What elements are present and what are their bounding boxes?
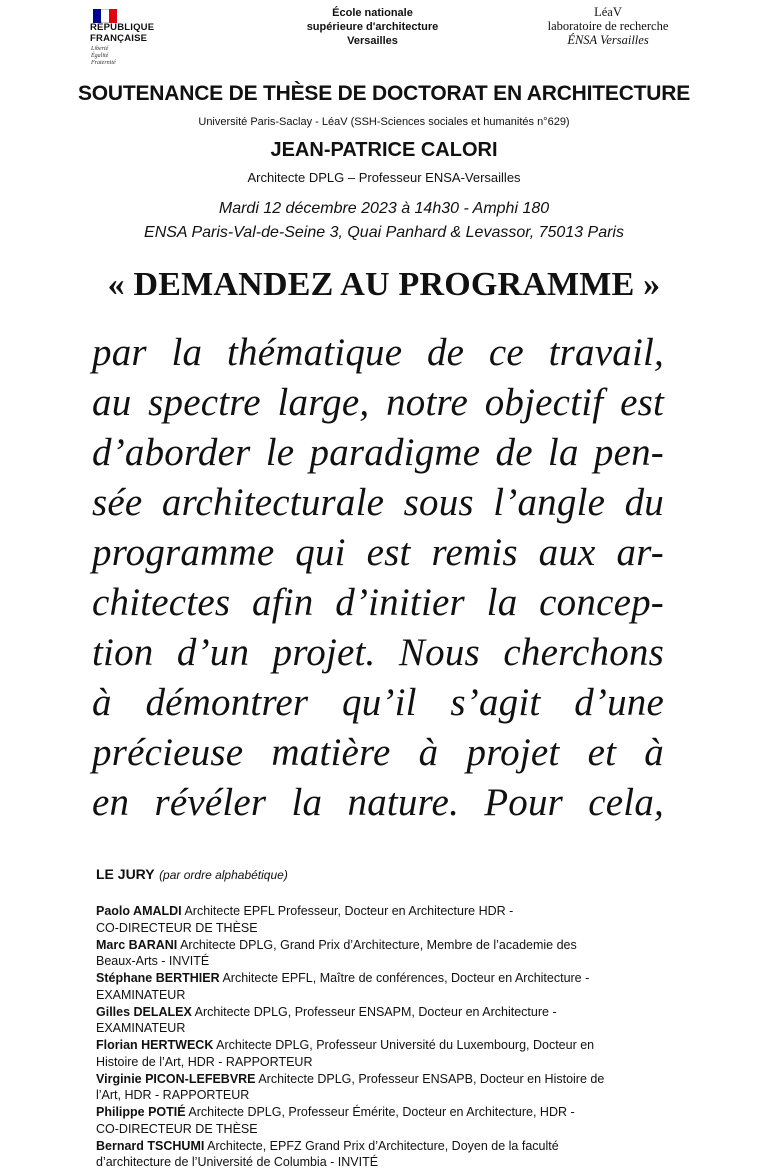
jury-member-name: Stéphane BERTHIER <box>96 971 220 985</box>
jury-member <box>96 1037 676 1071</box>
jury-member-desc2: d’architecture de l’Université de Columbia - INVITÉ <box>96 1155 379 1169</box>
candidate-role: Architecte DPLG – Professeur ENSA-Versailles <box>247 170 521 185</box>
jury-member-desc2: Beaux-Arts - INVITÉ <box>96 954 210 968</box>
jury-member-desc: Architecte, EPFZ Grand Prix d’Architecture, Doyen de la faculté <box>207 1138 559 1153</box>
jury-member <box>96 970 676 1004</box>
defense-date: Mardi 12 décembre 2023 à 14h30 - Amphi 180 <box>218 200 550 217</box>
thesis-title: « DEMANDEZ AU PROGRAMME » <box>107 266 661 303</box>
jury-member <box>96 1004 676 1038</box>
university-line: Université Paris-Saclay - LéaV (SSH-Sciences sociales et humanités n°629) <box>198 116 570 128</box>
jury-member-name: Philippe POTIÉ <box>96 1105 186 1119</box>
jury-member-name: Virginie PICON-LEFEBVRE <box>96 1071 256 1086</box>
leav-logo: LéaV laboratoire de recherche ÉNSA Versailles <box>547 5 669 47</box>
jury-member-desc2: l’Art, HDR - RAPPORTEUR <box>96 1088 250 1102</box>
jury-member <box>96 937 676 971</box>
abstract-line: d’aborder le paradigme de la pen- <box>92 431 664 474</box>
republique-francaise-name: RÉPUBLIQUE FRANÇAISE <box>90 22 155 44</box>
jury-member-desc: Architecte DPLG, Professeur ENSAPM, Docteur en Architecture - <box>194 1004 557 1019</box>
jury-member-desc: Architecte DPLG, Grand Prix d’Architecture, Membre de l’academie des <box>180 937 577 952</box>
jury-member-desc: Architecte DPLG, Professeur Émérite, Docteur en Architecture, HDR - <box>188 1105 575 1119</box>
jury-member-name: Marc BARANI <box>96 937 178 952</box>
jury-member-desc2: EXAMINATEUR <box>96 1021 186 1035</box>
jury-member-desc2: CO-DIRECTEUR DE THÈSE <box>96 1121 258 1136</box>
abstract-line: à démontrer qu’il s’agit d’une <box>92 681 664 724</box>
jury-member <box>96 1104 676 1138</box>
abstract-line: par la thématique de ce travail, <box>92 331 664 374</box>
candidate-name: JEAN-PATRICE CALORI <box>270 139 498 161</box>
jury-member-desc: Architecte EPFL, Maître de conférences, Docteur en Architecture - <box>222 971 590 985</box>
page-title: SOUTENANCE DE THÈSE DE DOCTORAT EN ARCHITECTURE <box>77 82 691 105</box>
jury-heading: LE JURY (par ordre alphabétique) <box>96 866 288 882</box>
jury-member-name: Bernard TSCHUMI <box>96 1138 205 1153</box>
jury-list <box>96 903 676 1171</box>
jury-member-desc2: EXAMINATEUR <box>96 987 186 1002</box>
jury-member <box>96 1138 676 1172</box>
jury-member-desc2: Histoire de l’Art, HDR - RAPPORTEUR <box>96 1054 313 1069</box>
defense-place: ENSA Paris-Val-de-Seine 3, Quai Panhard & Levassor, 75013 Paris <box>144 224 624 241</box>
jury-member-desc: Architecte EPFL Professeur, Docteur en Architecture HDR - <box>184 904 514 918</box>
abstract-line: programme qui est remis aux ar- <box>92 531 664 574</box>
abstract-line: précieuse matière à projet et à <box>92 731 664 774</box>
republique-francaise-logo <box>93 9 117 23</box>
abstract-line: sée architecturale sous l’angle du <box>92 481 664 524</box>
jury-member-name: Paolo AMALDI <box>96 904 182 918</box>
abstract-line: chitectes afin d’initier la concep- <box>92 581 664 624</box>
jury-member <box>96 1071 676 1105</box>
jury-member-desc2: CO-DIRECTEUR DE THÈSE <box>96 920 258 935</box>
jury-member-desc: Architecte DPLG, Professeur ENSAPB, Docteur en Histoire de <box>258 1071 605 1086</box>
abstract-line: au spectre large, notre objectif est <box>92 381 664 424</box>
republique-motto: Liberté Égalité Fraternité <box>91 46 116 66</box>
ensa-versailles-logo: École nationale supérieure d'architecture Versailles <box>306 7 439 47</box>
jury-member-name: Gilles DELALEX <box>96 1004 192 1019</box>
abstract-text <box>92 328 664 828</box>
jury-member <box>96 903 676 937</box>
abstract-line: tion d’un projet. Nous cherchons <box>92 631 664 674</box>
jury-member-name: Florian HERTWECK <box>96 1038 214 1052</box>
abstract-line: en révéler la nature. Pour cela, <box>92 781 664 824</box>
jury-member-desc: Architecte DPLG, Professeur Université du Luxembourg, Docteur en <box>216 1038 595 1052</box>
